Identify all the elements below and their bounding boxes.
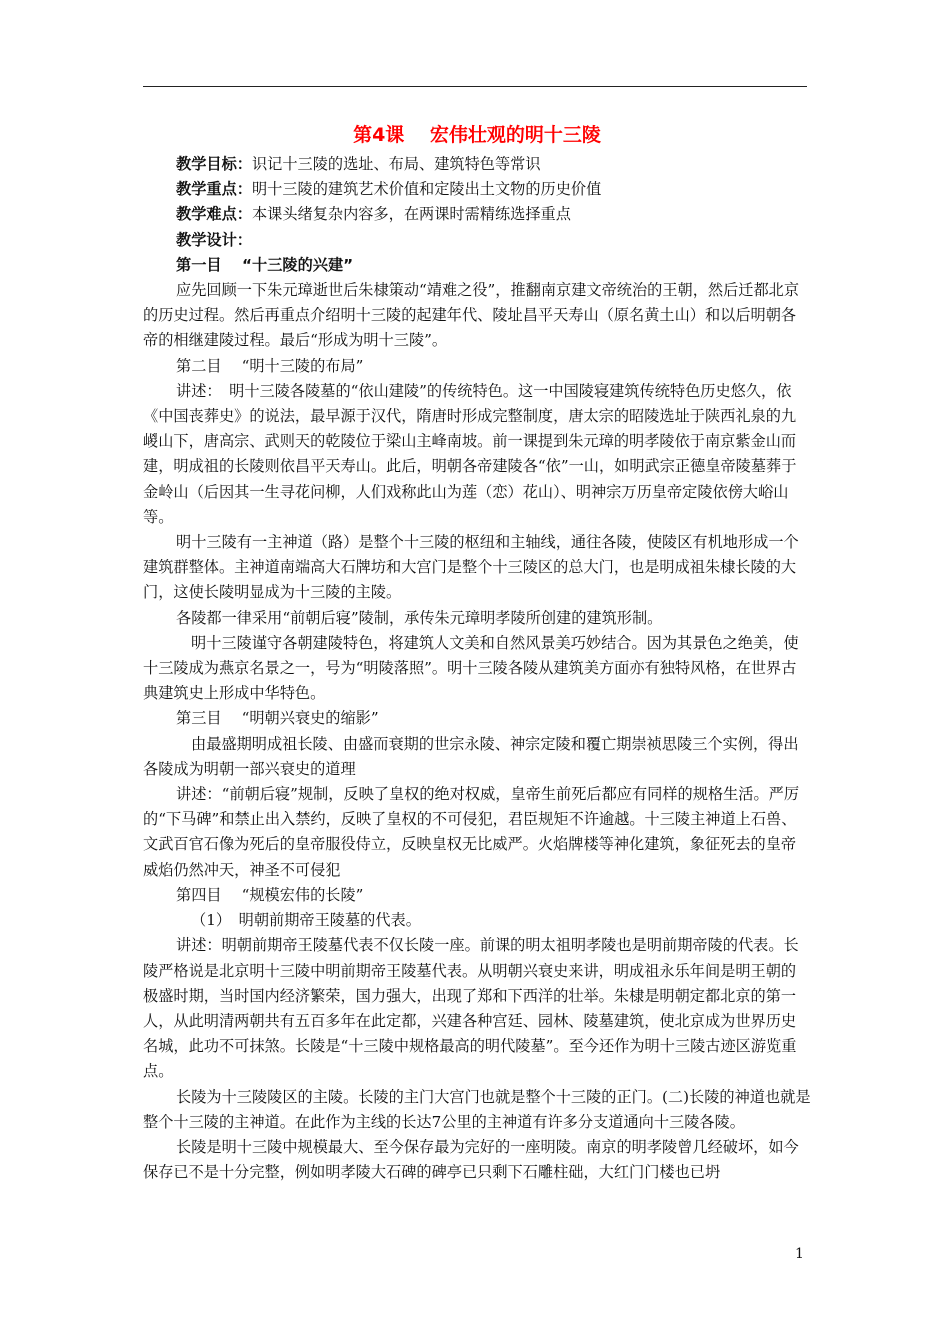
document-body <box>143 120 811 1185</box>
paragraph: 讲述：明朝前期帝王陵墓代表不仅长陵一座。前课的明太祖明孝陵也是明前期帝陵的代表。长陵严格说是北京明十三陵中明前期帝王陵墓代表。从明朝兴衰史来讲，明成祖永乐年间是明王朝的极盛时期，当时国内经济繁荣，国力强大，出现了郑和下西洋的壮举。朱棣是明朝定都北京的第一人，从此明清两朝共有五百多年在此定都，兴建各种宫廷、园林、陵墓建筑，使北京成为世界历史名城，此功不可抹煞。长陵是“十三陵中规格最高的明代陵墓”。至今还作为明十三陵古迹区游览重点。 <box>143 936 799 1081</box>
paragraph: 讲述： 明十三陵各陵墓的“依山建陵”的传统特色。这一中国陵寝建筑传统特色历史悠久，依《中国丧葬史》的说法，最早源于汉代，隋唐时形成完整制度，唐太宗的昭陵选址于陕西礼泉的九嵕山下，唐高宗、武则天的乾陵位于梁山主峰南坡。前一课提到朱元璋的明孝陵依于南京紫金山而建，明成祖的长陵则依昌平天寿山。此后，明朝各帝建陵各“依”一山，如明武宗正德皇帝陵墓葬于金岭山（后因其一生寻花问柳，人们戏称此山为莲（恋）花山）、明神宗万历皇帝定陵依傍大峪山等。 <box>143 381 797 526</box>
paragraph: 长陵是明十三陵中规模最大、至今保存最为完好的一座明陵。南京的明孝陵曾几经破坏，如今保存已不是十分完整，例如明孝陵大石碑的碑亭已只剩下石雕柱础，大红门门楼也已坍 <box>143 1137 799 1182</box>
paragraph: 长陵为十三陵陵区的主陵。长陵的主门大宫门也就是整个十三陵的正门。(二)长陵的神道也就是整个十三陵的主神道。在此作为主线的长达7公里的主神道有许多分支道通向十三陵各陵。 <box>143 1087 811 1131</box>
paragraph: 明十三陵谨守各朝建陵特色，将建筑人文美和自然风景美巧妙结合。因为其景色之绝美，使十三陵成为燕京名景之一，号为“明陵落照”。明十三陵各陵从建筑美方面亦有独特风格，在世界古典建筑史上形成中华特色。 <box>143 633 799 703</box>
paragraph: 各陵都一律采用“前朝后寝”陵制，承传朱元璋明孝陵所创建的建筑形制。 <box>176 608 663 627</box>
list-item: （1） 明朝前期帝王陵墓的代表。 <box>191 911 421 930</box>
lesson-title: 第4课 宏伟壮观的明十三陵 <box>353 124 601 146</box>
paragraph: 明十三陵有一主神道（路）是整个十三陵的枢纽和主轴线，通往各陵，使陵区有机地形成一个建筑群整体。主神道南端高大石牌坊和大宫门是整个十三陵区的总大门，也是明成祖朱棣长陵的大门，这使长陵明显成为十三陵的主陵。 <box>143 533 799 602</box>
meta-objective: 教学目标：识记十三陵的选址、布局、建筑特色等常识 <box>176 155 541 173</box>
page-number: 1 <box>795 1246 804 1262</box>
section-heading-2: 第二目 “明十三陵的布局” <box>176 356 364 375</box>
section-heading-4: 第四目 “规模宏伟的长陵” <box>176 885 364 904</box>
meta-design: 教学设计： <box>176 230 252 249</box>
meta-difficulties: 教学难点：本课头绪复杂内容多，在两课时需精练选择重点 <box>176 205 571 224</box>
paragraph: 应先回顾一下朱元璋逝世后朱棣策动“靖难之役”，推翻南京建文帝统治的王朝，然后迁都北京的历史过程。然后再重点介绍明十三陵的起建年代、陵址昌平天寿山（原名黄土山）和以后明朝各帝的相继建陵过程。最后“形成为明十三陵”。 <box>143 281 800 350</box>
paragraph: 由最盛期明成祖长陵、由盛而衰期的世宗永陵、神宗定陵和覆亡期崇祯思陵三个实例，得出各陵成为明朝一部兴衰史的道理 <box>143 734 799 778</box>
paragraph: 讲述：“前朝后寝”规制，反映了皇权的绝对权威，皇帝生前死后都应有同样的规格生活。严厉的“下马碑”和禁止出入禁约，反映了皇权的不可侵犯，君臣规矩不许逾越。十三陵主神道上石兽、文武百官石像为死后的皇帝服役侍立，反映皇权无比威严。火焰牌楼等神化建筑，象征死去的皇帝威焰仍然冲天，神圣不可侵犯 <box>143 785 800 879</box>
section-heading-1: 第一目 “十三陵的兴建” <box>176 255 354 274</box>
section-heading-3: 第三目 “明朝兴衰史的缩影” <box>176 709 379 728</box>
header-rule <box>143 86 807 87</box>
meta-key-points: 教学重点：明十三陵的建筑艺术价值和定陵出土文物的历史价值 <box>176 180 602 199</box>
